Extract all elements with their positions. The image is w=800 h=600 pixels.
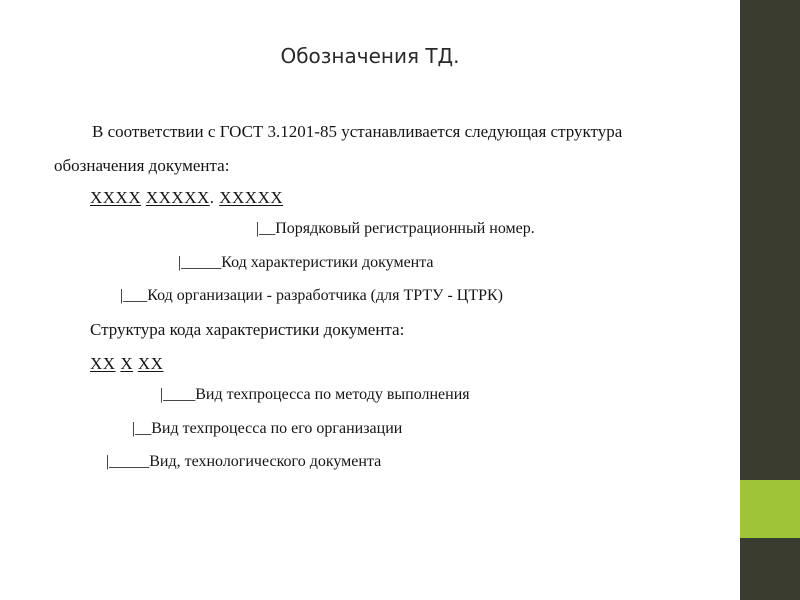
designation-part-1: ХХХХ — [90, 188, 142, 207]
intro-line-1: В соответствии с ГОСТ 3.1201-85 устанавливается следующая структура — [92, 122, 623, 141]
accent-block — [740, 480, 800, 538]
designation-label-3: |___Код организации - разработчика (для ТРТУ - ЦТРК) — [120, 287, 504, 304]
designation-part-3: ХХХХХ — [219, 188, 284, 207]
code-label-2: |__Вид техпроцесса по его организации — [132, 420, 403, 437]
structure-heading: Структура кода характеристики документа: — [90, 320, 405, 339]
designation-label-2: |_____Код характеристики документа — [178, 254, 434, 271]
designation-separator: . — [209, 188, 215, 207]
designation-label-1: |__Порядковый регистрационный номер. — [256, 220, 535, 237]
designation-structure — [90, 188, 283, 208]
code-label-3: |_____Вид, технологического документа — [106, 453, 382, 470]
code-part-2: Х — [120, 354, 134, 373]
document-image — [48, 112, 708, 484]
code-label-1: |____Вид техпроцесса по методу выполнения — [160, 386, 470, 403]
code-part-3: ХХ — [137, 354, 164, 373]
slide-title: Обозначения ТД. — [280, 44, 460, 68]
intro-line-2: обозначения документа: — [54, 156, 230, 175]
code-structure — [90, 354, 163, 374]
code-part-1: ХХ — [90, 354, 116, 373]
designation-part-2: ХХХХХ — [145, 188, 210, 207]
